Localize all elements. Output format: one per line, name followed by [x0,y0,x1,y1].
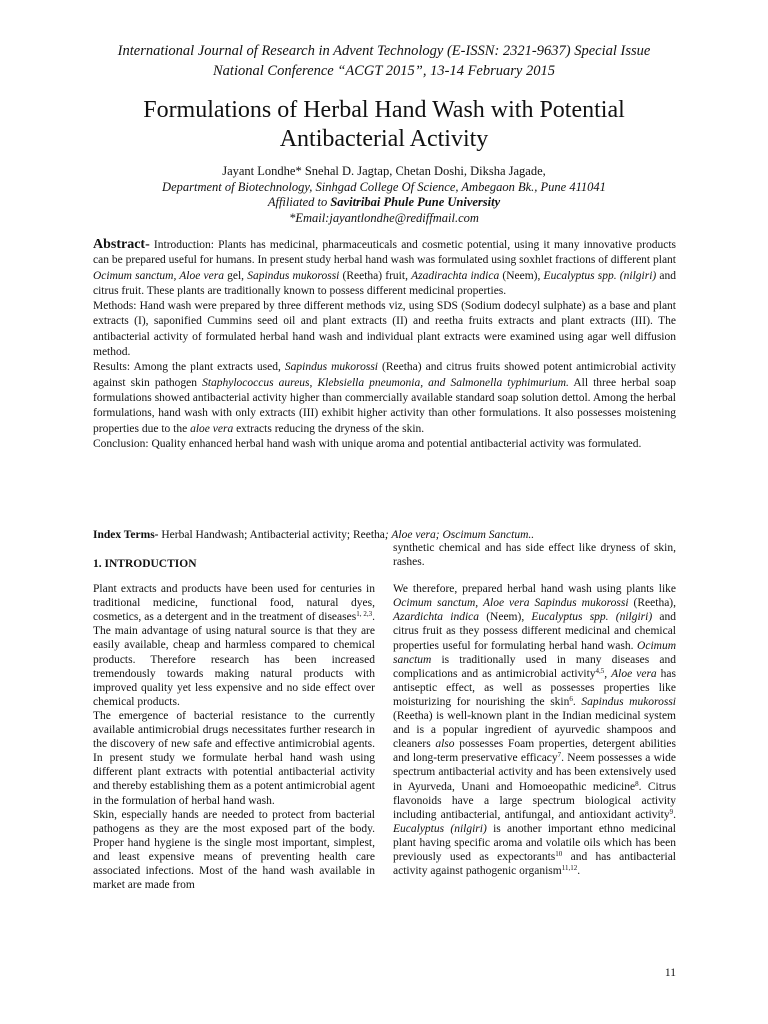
left-column [93,557,375,892]
page-number: 11 [664,967,676,979]
department: Department of Biotechnology, Sinhgad College Of Science, Ambegaon Bk., Pune 411041 [162,179,606,194]
abstract-results: Results: Among the plant extracts used, Sapindus mukorossi (Reetha) and citrus fruits showed potent antimicrobial activity against skin pathogen Staphylococcus aureus, Klebsiella pneumonia, and Salmonella typhimurium. All three herbal soap formulations showed antibacterial activity higher than commercially available standard soap solution dettol. Among the herbal formulations, hand wash with only extracts (III) exhibit higher activity than other formulations. It also possesses moistening properties due to the aloe vera extracts reducing the dryness of the skin. [93,361,677,435]
author-email: *Email:jayantlondhe@rediffmail.com [289,210,479,225]
title-line-2: Antibacterial Activity [279,126,489,152]
abstract-label: Abstract- [93,237,150,252]
abstract [93,237,676,452]
abstract-methods: Methods: Hand wash were prepared by three different methods viz, using SDS (Sodium dodecyl sulphate) as a base and plant extracts (I), saponified Cummins seed oil and plant extracts (II) and reetha fruits extracts and plant extracts (III). The antibacterial activity of formulated herbal hand wash and individual plant extracts were examined using agar well diffusion method. [93,300,676,359]
paper-title [60,96,708,154]
intro-paragraph-continued: synthetic chemical and has side effect like dryness of skin, rashes. [393,542,676,569]
intro-paragraph-2: The emergence of bacterial resistance to the currently available antimicrobial drugs necessitates further research in the discovery of new safe and effective antimicrobial agents. In present study we formulate herbal hand wash using different plant extracts with potential antibacterial activity and thereby establishing them as a potent antimicrobial agent in the formulation of herbal hand wash. [93,709,375,807]
abstract-conclusion: Conclusion: Quality enhanced herbal hand wash with unique aroma and potential antibacterial activity was formulated. [93,437,642,450]
affiliation: Affiliated to Savitribai Phule Pune University [267,195,501,209]
right-column [393,541,676,878]
conference-header: National Conference “ACGT 2015”, 13-14 February 2015 [213,63,555,79]
title-line-1: Formulations of Herbal Hand Wash with Potential [143,97,625,123]
author-block [0,164,768,226]
intro-paragraph-3: Skin, especially hands are needed to protect from bacterial pathogens as they are the most exposed part of the body. Proper hand hygiene is the single most important, simplest, and least expensive means of preventing health care associated infections. Most of the hand wash available in market are made from [93,808,375,892]
section-heading: 1. INTRODUCTION [93,558,197,570]
journal-header: International Journal of Research in Advent Technology (E-ISSN: 2321-9637) Special Issue [117,43,651,59]
index-terms: Index Terms- Herbal Handwash; Antibacterial activity; Reetha; Aloe vera; Oscimum Sanctum.. [93,529,535,541]
intro-paragraph-1: Plant extracts and products have been used for centuries in traditional medicine, functional food, natural dyes, cosmetics, as a detergent and in the treatment of diseases$^{1, 2,3}$. The main advantage of using natural source is that they are easily available, cheap and harmless compared to chemical products. Therefore research has been increased tremendously towards making natural products with improved quality yet less expensive and no side effect over chemical products. [93,583,375,708]
author-names: Jayant Londhe* Snehal D. Jagtap, Chetan Doshi, Diksha Jagade, [222,164,546,178]
intro-paragraph-4: We therefore, prepared herbal hand wash using plants like Ocimum sanctum, Aloe vera Sapindus mukorossi (Reetha), Azardichta indica (Neem), Eucalyptus spp. (nilgiri) and citrus fruit as they possess different medicinal and chemical properties useful for formulating herbal hand wash. Ocimum sanctum is traditionally used in many diseases and complications and as antimicrobial activity$^{4,5}$, Aloe vera has antiseptic effect, as well as possesses properties like moisturizing for nourishing the skin$^6$. Sapindus mukorossi (Reetha) is well-known plant in the Indian medicinal system and is a popular ingredient of ayurvedic shampoos and cleaners also possesses Foam properties, detergent abilities and long-term preservative efficacy$^7$. Neem possesses a wide spectrum antibacterial activity and has been extensively used in Ayurveda, Unani and Homoeopathic medicine$^8$. Citrus flavonoids have a large spectrum biological activity including antibacterial, antifungal, and antioxidant activity$^9$. Eucalyptus (nilgiri) is another important ethno medicinal plant having specific aroma and volatile oils which has been previously used as expectorants$^{10}$ and has antibacterial activity against pathogenic organism$^{11,12}$. [393,583,677,878]
index-terms-label: Index Terms- [93,529,159,541]
abstract-intro: Abstract- Introduction: Plants has medicinal, pharmaceuticals and cosmetic potential, using it many innovative products can be prepared useful for humans. In present study herbal hand wash was formulated using soxhlet fractions of different plant Ocimum sanctum, Aloe vera gel, Sapindus mukorossi (Reetha) fruit, Azadirachta indica (Neem), Eucalyptus spp. (nilgiri) and citrus fruit. These plants are traditionally known to possess different medicinal properties. [93,237,676,297]
university: Savitribai Phule Pune University [330,195,501,209]
